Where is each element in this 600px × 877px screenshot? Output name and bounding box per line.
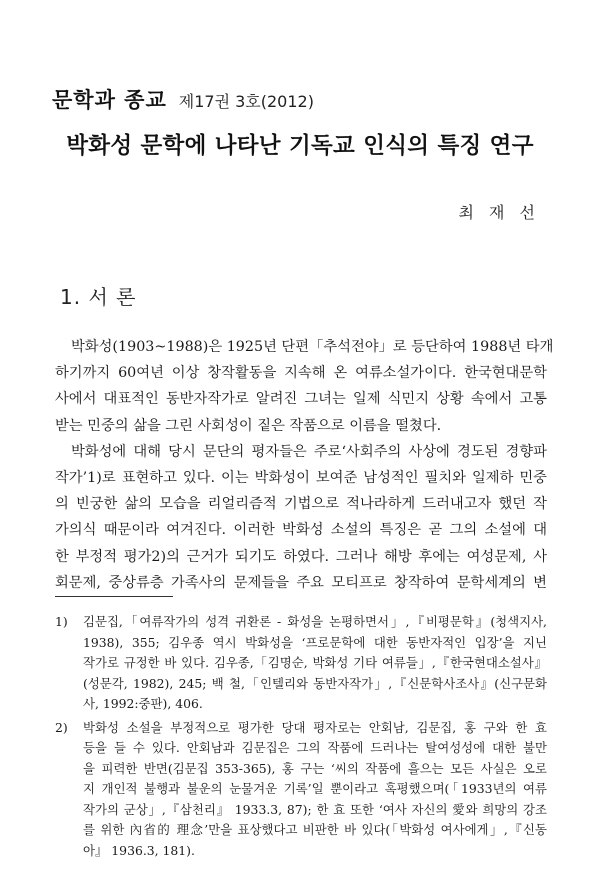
footnote-line: 을 피력한 반면(김문집 353-365), 홍 구는 ‘씨의 작품에 흘으는 모든 사실은 오로 bbox=[83, 760, 547, 776]
text-line: 가의식 때문이라 여겨진다. 이러한 박화성 소설의 특징은 곧 그의 소설에 대 bbox=[55, 522, 547, 539]
footnote-line: 등을 들 수 있다. 안회남과 김문집은 그의 작품에 드러나는 탈여성성에 대한 불만 bbox=[83, 740, 547, 755]
text-line: 박화성에 대해 당시 문단의 평자들은 주로‘사회주의 사상에 경도된 경향파 bbox=[71, 443, 547, 460]
text-line: 받는 민중의 삶을 그린 사회성이 짙은 작품으로 이름을 떨쳤다. bbox=[55, 417, 442, 434]
footnote-line: 김문집,「여류작가의 성격 귀환론 - 화성을 논평하면서」,『비평문학』(청색지사, bbox=[83, 614, 547, 629]
footnote-line: 작가로 규정한 바 있다. 김우종,「김명순, 박화성 기타 여류들」,『한국현대소설사』 bbox=[83, 655, 547, 670]
text-line: 박화성(1903~1988)은 1925년 단편「추석전야」로 등단하여 1988년 타개 bbox=[71, 339, 554, 355]
article-title: 박화성 문학에 나타난 기독교 인식의 특징 연구 bbox=[66, 133, 534, 159]
text-line: 사에서 대표적인 동반자작가로 알려진 그녀는 일제 식민지 상황 속에서 고통 bbox=[55, 391, 547, 408]
section-heading: 1. 서 론 bbox=[60, 285, 137, 309]
body-text bbox=[55, 334, 554, 596]
footnote-line: 작가의 군상」,『삼천리』 1933.3, 87); 한 효 또한 ‘여사 자신의 愛와 희망의 강조 bbox=[83, 801, 547, 817]
footnote-divider bbox=[55, 596, 173, 597]
footnote-line: 사, 1992:중판), 406. bbox=[83, 696, 203, 711]
text-line: 하기까지 60여년 이상 창작활동을 지속해 온 여류소설가이다. 한국현대문학 bbox=[55, 365, 547, 382]
text-line: 작가’1)로 표현하고 있다. 이는 박화성이 보여준 남성적인 필치와 일제하 민중 bbox=[55, 469, 547, 486]
footnote-line: 1938), 355; 김우종 역시 박화성을 ‘프로문학에 대한 동반자적인 입장’을 지닌 bbox=[83, 634, 547, 650]
footnote-line: (성문각, 1982), 245; 백 철,「인텔리와 동반자작가」,『신문학사조사』(신구문화 bbox=[83, 675, 547, 691]
footnote-2 bbox=[55, 718, 547, 862]
footnote-line: 박화성 소설을 부정적으로 평가한 당대 평자로는 안회남, 김문집, 홍 구와 한 효 bbox=[83, 719, 547, 735]
journal-logo: 문학과 종교 bbox=[52, 88, 167, 112]
footnote-line: 지 개인적 불행과 불운의 눈물겨운 기록’일 뿐이라고 혹평했으며(「1933년의 여류 bbox=[83, 781, 547, 796]
text-line: 한 부정적 평가2)의 근거가 되기도 하였다. 그러나 해방 후에는 여성문제, 사 bbox=[55, 548, 547, 565]
paragraph bbox=[55, 334, 554, 439]
footnote-line: 아』 1936.3, 181). bbox=[83, 842, 195, 858]
footnote-number: 2) bbox=[55, 719, 68, 735]
footnote-line: 를 위한 內省的 理念’만을 표상했다고 비판한 바 있다(「박화성 여사에게」,『신동 bbox=[83, 822, 547, 837]
text-line: 의 빈궁한 삶의 모습을 리얼리즘적 기법으로 적나라하게 드러내고자 했던 작 bbox=[55, 496, 547, 513]
text-line: 회문제, 중상류층 가족사의 문제들을 주요 모티프로 창작하여 문학세계의 변 bbox=[55, 574, 547, 591]
journal-issue: 제17권 3호(2012) bbox=[178, 92, 314, 111]
journal-header bbox=[52, 84, 314, 114]
footnote-1 bbox=[55, 612, 547, 715]
author-name: 최 재 선 bbox=[458, 203, 540, 222]
footnote-number: 1) bbox=[55, 614, 68, 629]
paragraph bbox=[55, 439, 547, 596]
footnotes bbox=[55, 612, 547, 864]
